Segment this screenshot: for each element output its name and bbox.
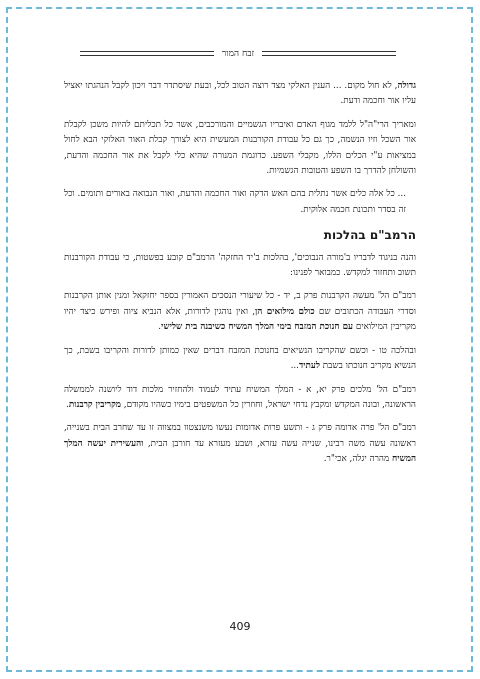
bold-text: גדולה <box>397 81 416 91</box>
paragraph <box>64 118 416 180</box>
header-rule-right <box>262 51 396 56</box>
header-title: זבח המור <box>221 48 255 59</box>
paragraph <box>64 344 416 375</box>
text-run: . <box>66 399 69 410</box>
paragraph <box>64 289 416 335</box>
header-rule-left <box>80 51 214 56</box>
bold-text: והעשירית יעשה המלך המשיח <box>64 438 416 465</box>
text-run: רמב"ם הל' מעשה הקרבנות פרק ב, יד - כל שיעורי הנסכים האמורין בספר יחזקאל ומנין אותן הקרבנות וסדרי העבודה הכתובים שם <box>64 291 416 317</box>
text-run: מהרה יגלה, אכי"ר. <box>323 454 392 465</box>
intro-paragraphs <box>64 79 416 218</box>
paragraph <box>64 79 416 110</box>
text-run: , ואין נוהגין לדורות, אלא הנביא ציוה ופירש כיצד יהיו מקריבין המילואים <box>64 306 416 333</box>
bold-text: לעתיד <box>298 361 320 372</box>
paragraph <box>64 251 416 282</box>
paragraph <box>64 421 416 467</box>
bold-text: עם חנוכת המזבח בימי המלך המשיח כשיבנה בית שלישי <box>161 322 354 333</box>
text-run: והנה בניגוד לדבריו ב'מורה הנבוכים', בהלכות ב'יד החזקה' הרמב"ם קובע בפשטות, כי עבודת הקורבנות תשוב ותחזור למקדש. כמבואר לפנינו: <box>64 252 416 279</box>
text-run: ... כל אלה כלים אשר נתלית בהם האש הדקה ואור החכמה והדעת, ואור הנבואה באורים ותומים. וכל זה בסדר ותכונת חכמה אלוקית. <box>64 189 406 215</box>
text-run: , לא חול מקום. ... הענין האלקי מצד רוצה הטוב לכל, ובעת שיסתדר דבר ויכון לקבל הנהגתו יאציל עליו אור וחכמה ודעת. <box>64 81 416 107</box>
text-run: ומאריך הרי"ה"ל ללמד מגוף האדם ואיבריו הגשמיים והמורכבים, אשר כל תכליתם להיות משכן לקבלת אור השכל וזיו הנשמה, כך גם כל עבודת הקורבנות המעשית היא לצורך קבלת האור האלוקי הבא לחול במציאות ע"י הכלים הללו, מקבלי השפע. כדוגמת המנורה שהיא כלי לקבל את אור החכמה והדעת, והשולחן להדרך בו השפע והטובות הגשמיות. <box>64 119 416 177</box>
page-number: 409 <box>229 620 251 633</box>
text-run: ובהלכה טו - וכשם שהקריבו הנשיאים בחנוכת המזבח דברים שאין כמותן לדורות והקריבו בשבת, כך הנשיא מקריב חנוכתו בשבת <box>64 345 416 372</box>
bold-text: כולם מילואים הן <box>255 306 315 317</box>
text-run: רמב"ם הל' מלכים פרק יא, א - המלך המשיח עתיד לעמוד ולהחזיר מלכות דוד ליושנה לממשלה הראשונה, ובונה המקדש ומקבץ נדחי ישראל, וחוזרין כל המשפטים בימיו כשהיו מקודם, <box>64 384 416 410</box>
paragraph <box>64 187 416 218</box>
section-title: הרמב"ם בהלכות <box>323 228 416 243</box>
section-paragraphs <box>64 251 416 468</box>
text-run: רמב"ם הל' פרה אדומה פרק ג - ותשע פרות אדומות נעשו משנצטוו במצווה זו עד שחרב הבית בשנייה, ראשונה עשה משה רבינו, שנייה עשה עזרא, ושבע מעזרא עד חורבן הבית, <box>64 423 416 449</box>
page-content <box>64 79 416 476</box>
running-header <box>80 43 396 63</box>
text-run: . <box>158 322 162 333</box>
paragraph <box>64 383 416 414</box>
text-run: ... <box>290 361 299 372</box>
bold-text: מקריבין קרבנות <box>68 399 122 410</box>
